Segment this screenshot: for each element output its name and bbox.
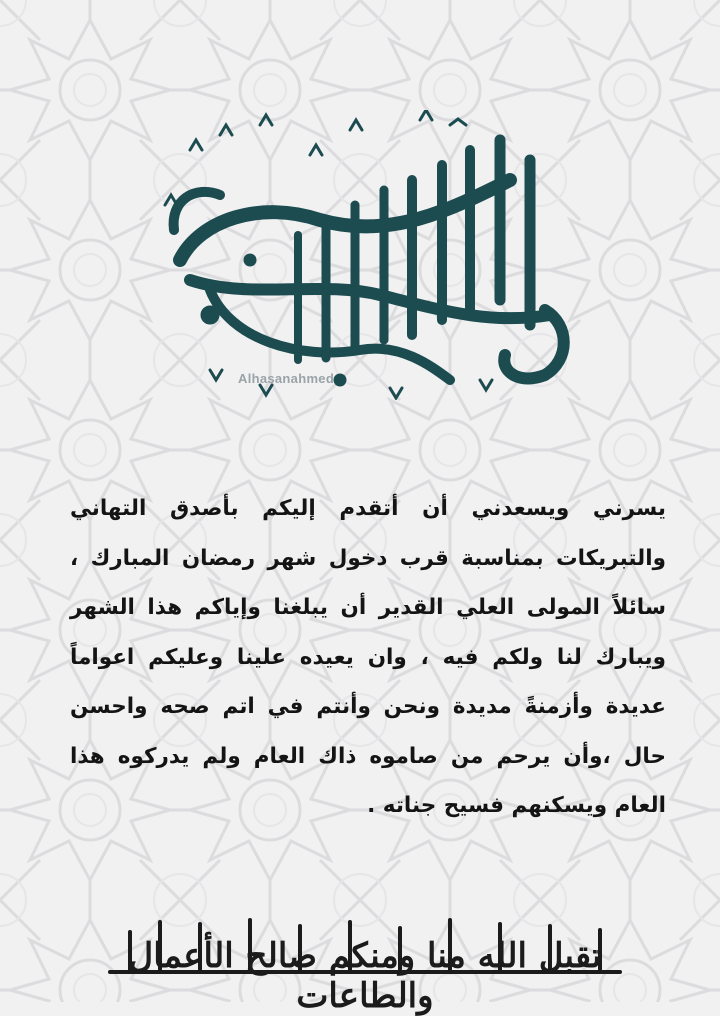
ramadan-greeting-calligraphy-icon: [150, 110, 580, 400]
closing-text: تقبل الله منا ومنكم صالح الأعمال والطاعات: [128, 936, 602, 1016]
closing-calligraphy: [100, 912, 630, 1016]
greeting-text: يسرني ويسعدني أن أتقدم إليكم بأصدق التهاني والتبريكات بمناسبة قرب دخول شهر رمضان المبارك ، سائلاً المولى العلي القدير أن يبلغنا وإياكم هذا الشهر ويبارك لنا ولكم فيه ، وان يعيده علينا وعليكم اعواماً عديدة وأزمنةً مديدة ونحن وأنتم في اتم صحه واحسن حال ،وأن يرحم من صاموه ذاك العام ولم يدركوه هذا العام ويسكنهم فسيح جناته .: [70, 496, 666, 818]
greeting-message: [70, 484, 666, 831]
watermark-text: Alhasanahmed: [238, 371, 335, 386]
